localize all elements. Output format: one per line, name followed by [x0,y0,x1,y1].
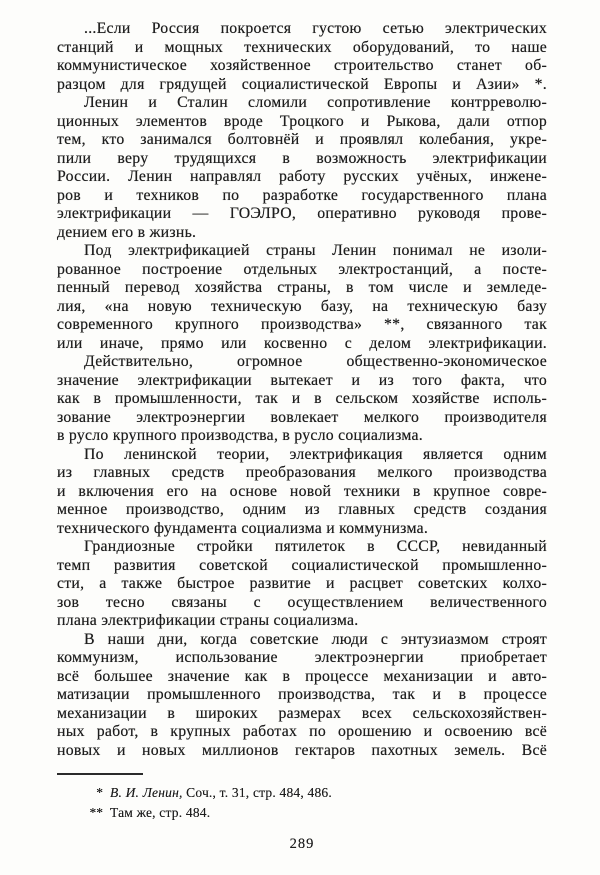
text-line: плана электрификации страны социализма. [57,612,359,629]
paragraph [57,242,547,353]
text-line: тем, кто занимался болтовнёй и проявлял колебания, укре- [57,131,547,148]
text-line: и включения его на основе новой техники в крупное совре- [57,482,547,500]
paragraph [57,446,547,539]
text-line: Действительно, огромное общественно-экономическое [84,353,547,370]
footnotes [57,783,547,823]
text-line: пенный перевод хозяйства страны, в том числе и земледе- [57,279,547,296]
text-line: коммунизм, использование электроэнергии приобретает [57,649,547,666]
text-line: станций и мощных технических оборудований, то наше [57,38,547,56]
text-line: коммунистическое хозяйственное строительство станет об- [57,57,547,74]
text-line: технического фундамента социализма и коммунизма. [57,519,429,537]
paragraph [57,94,547,242]
text-line: сти, а также быстрое развитие и расцвет советских колхо- [57,575,547,592]
paragraph [57,20,547,94]
text-line: новых и новых миллионов гектаров пахотных земель. Всё [57,741,547,759]
text-line: лия, «на новую техническую базу, на техническую базу [57,297,547,315]
text-line: в русло крупного производства, в русло социализма. [57,427,424,444]
text-line: Ленин и Сталин сломили сопротивление контрреволю- [84,94,547,111]
text-line: По ленинской теории, электрификация является одним [84,445,547,463]
paragraph [57,538,547,631]
text-block [57,20,547,760]
footnote-marker: * [96,785,103,800]
text-line: ...Если Россия покроется густою сетью электрических [84,20,547,37]
text-line: России. Ленин направлял работу русских учёных, инжене- [57,168,547,185]
text-line: как в промышленности, так и в сельском хозяйстве исполь- [57,390,547,407]
text-line: значение электрификации вытекает и из того факта, что [57,371,547,389]
footnote-separator [57,773,143,775]
footnote-text: В. И. Ленин, Соч., т. 31, стр. 484, 486. [110,785,332,800]
footnote [57,803,547,823]
text-line: ров и техников по разработке государственного плана [57,186,547,204]
text-line: рованное построение отдельных электростанций, а посте- [57,260,547,278]
text-line: электрификации — ГОЭЛРО, оперативно руководя прове- [57,205,547,222]
text-line: зование электроэнергии вовлекает мелкого производителя [57,408,547,426]
text-line: из главных средств преобразования мелкого производства [57,464,547,481]
text-line: или иначе, прямо или косвенно с делом электрификации. [57,334,547,352]
text-line: Под электрификацией страны Ленин понимал не изоли- [84,242,547,259]
text-line: современного крупного производства» **, связанного так [57,316,547,333]
text-line: менное производство, одним из главных средств создания [57,501,547,518]
footnote [57,783,547,803]
text-line: пили веру трудящихся в возможность электрификации [57,149,547,167]
text-line: ных работ, в крупных работах по орошению и освоению всё [57,723,547,740]
page-number: 289 [289,836,315,852]
text-line: всё большее значение как в процессе механизации и авто- [57,667,547,685]
text-line: ционных элементов вроде Троцкого и Рыкова, дали отпор [57,112,547,130]
text-line: дением его в жизнь. [57,223,197,241]
text-line: зов тесно связаны с осуществлением величественного [57,593,547,611]
paragraph [57,631,547,761]
text-line: разцом для грядущей социалистической Европы и Азии» *. [57,75,547,93]
text-line: В наши дни, когда советские люди с энтузиазмом строят [84,630,547,648]
footnote-marker: ** [89,805,103,820]
text-line: Грандиозные стройки пятилеток в СССР, невиданный [84,538,547,555]
text-line: механизации в широких размерах всех сельскохозяйствен- [57,704,547,722]
text-line: темп развития советской социалистической промышленно- [57,556,547,574]
paragraph [57,353,547,446]
text-line: матизации промышленного производства, так и в процессе [57,686,547,703]
footnote-text: Там же, стр. 484. [110,805,211,820]
